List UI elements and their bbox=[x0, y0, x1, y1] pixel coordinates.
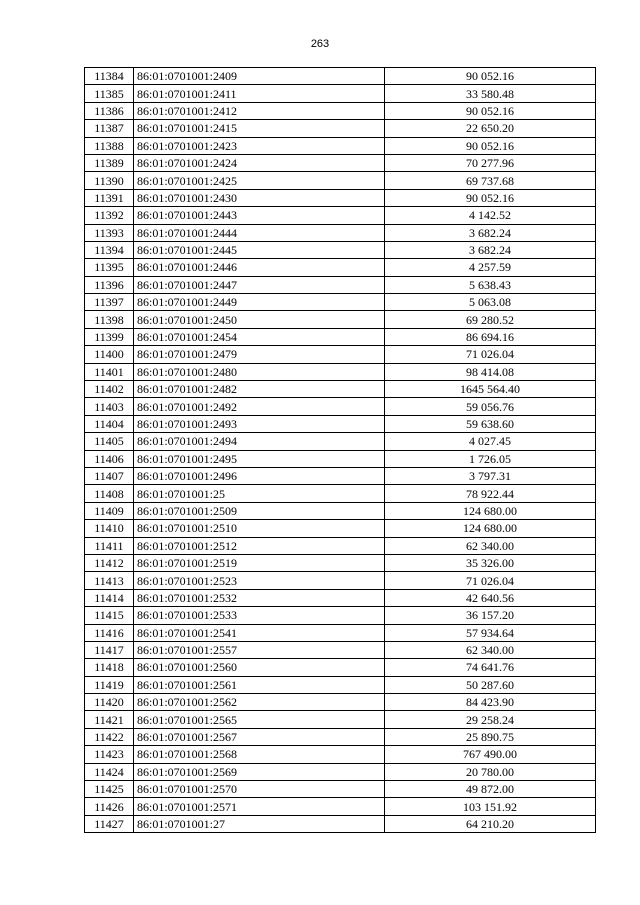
table-row bbox=[85, 294, 596, 311]
value-cell: 70 277.96 bbox=[385, 154, 596, 171]
value-cell: 33 580.48 bbox=[385, 85, 596, 102]
table-row bbox=[85, 189, 596, 206]
row-number-cell: 11423 bbox=[85, 746, 134, 763]
cadastral-number-cell: 86:01:0701001:25 bbox=[134, 485, 385, 502]
table-row bbox=[85, 485, 596, 502]
row-number-cell: 11417 bbox=[85, 641, 134, 658]
value-cell: 5 638.43 bbox=[385, 276, 596, 293]
table-row bbox=[85, 763, 596, 780]
row-number-cell: 11400 bbox=[85, 346, 134, 363]
row-number-cell: 11391 bbox=[85, 189, 134, 206]
row-number-cell: 11406 bbox=[85, 450, 134, 467]
value-cell: 86 694.16 bbox=[385, 328, 596, 345]
value-cell: 4 027.45 bbox=[385, 433, 596, 450]
table-row bbox=[85, 137, 596, 154]
cadastral-number-cell: 86:01:0701001:2569 bbox=[134, 763, 385, 780]
value-cell: 74 641.76 bbox=[385, 659, 596, 676]
table-row bbox=[85, 676, 596, 693]
cadastral-number-cell: 86:01:0701001:2482 bbox=[134, 381, 385, 398]
value-cell: 3 797.31 bbox=[385, 467, 596, 484]
cadastral-number-cell: 86:01:0701001:2454 bbox=[134, 328, 385, 345]
cadastral-number-cell: 86:01:0701001:2568 bbox=[134, 746, 385, 763]
row-number-cell: 11424 bbox=[85, 763, 134, 780]
table-row bbox=[85, 433, 596, 450]
data-table bbox=[84, 67, 596, 833]
cadastral-number-cell: 86:01:0701001:2510 bbox=[134, 520, 385, 537]
cadastral-number-cell: 86:01:0701001:2423 bbox=[134, 137, 385, 154]
table-row bbox=[85, 728, 596, 745]
table-row bbox=[85, 624, 596, 641]
cadastral-number-cell: 86:01:0701001:2565 bbox=[134, 711, 385, 728]
row-number-cell: 11405 bbox=[85, 433, 134, 450]
table-row bbox=[85, 520, 596, 537]
table-row bbox=[85, 276, 596, 293]
row-number-cell: 11397 bbox=[85, 294, 134, 311]
row-number-cell: 11404 bbox=[85, 415, 134, 432]
row-number-cell: 11402 bbox=[85, 381, 134, 398]
value-cell: 1645 564.40 bbox=[385, 381, 596, 398]
table-row bbox=[85, 311, 596, 328]
value-cell: 3 682.24 bbox=[385, 241, 596, 258]
table-row bbox=[85, 241, 596, 258]
cadastral-number-cell: 86:01:0701001:2557 bbox=[134, 641, 385, 658]
row-number-cell: 11408 bbox=[85, 485, 134, 502]
table-row bbox=[85, 641, 596, 658]
cadastral-number-cell: 86:01:0701001:2409 bbox=[134, 68, 385, 85]
row-number-cell: 11389 bbox=[85, 154, 134, 171]
row-number-cell: 11387 bbox=[85, 120, 134, 137]
value-cell: 69 737.68 bbox=[385, 172, 596, 189]
row-number-cell: 11409 bbox=[85, 502, 134, 519]
table-row bbox=[85, 450, 596, 467]
table-row bbox=[85, 224, 596, 241]
row-number-cell: 11407 bbox=[85, 467, 134, 484]
row-number-cell: 11414 bbox=[85, 589, 134, 606]
table-row bbox=[85, 537, 596, 554]
row-number-cell: 11390 bbox=[85, 172, 134, 189]
table-row bbox=[85, 572, 596, 589]
row-number-cell: 11421 bbox=[85, 711, 134, 728]
cadastral-number-cell: 86:01:0701001:2443 bbox=[134, 207, 385, 224]
table-row bbox=[85, 659, 596, 676]
table-row bbox=[85, 346, 596, 363]
value-cell: 50 287.60 bbox=[385, 676, 596, 693]
row-number-cell: 11415 bbox=[85, 607, 134, 624]
value-cell: 4 257.59 bbox=[385, 259, 596, 276]
cadastral-number-cell: 86:01:0701001:2492 bbox=[134, 398, 385, 415]
value-cell: 62 340.00 bbox=[385, 641, 596, 658]
row-number-cell: 11395 bbox=[85, 259, 134, 276]
row-number-cell: 11413 bbox=[85, 572, 134, 589]
value-cell: 90 052.16 bbox=[385, 68, 596, 85]
table-row bbox=[85, 85, 596, 102]
value-cell: 25 890.75 bbox=[385, 728, 596, 745]
table-body bbox=[85, 68, 596, 833]
row-number-cell: 11416 bbox=[85, 624, 134, 641]
table-row bbox=[85, 68, 596, 85]
cadastral-number-cell: 86:01:0701001:2512 bbox=[134, 537, 385, 554]
value-cell: 103 151.92 bbox=[385, 798, 596, 815]
table-row bbox=[85, 398, 596, 415]
value-cell: 42 640.56 bbox=[385, 589, 596, 606]
value-cell: 90 052.16 bbox=[385, 102, 596, 119]
row-number-cell: 11422 bbox=[85, 728, 134, 745]
row-number-cell: 11401 bbox=[85, 363, 134, 380]
row-number-cell: 11403 bbox=[85, 398, 134, 415]
row-number-cell: 11425 bbox=[85, 781, 134, 798]
table-row bbox=[85, 554, 596, 571]
cadastral-number-cell: 86:01:0701001:2449 bbox=[134, 294, 385, 311]
row-number-cell: 11418 bbox=[85, 659, 134, 676]
row-number-cell: 11388 bbox=[85, 137, 134, 154]
value-cell: 98 414.08 bbox=[385, 363, 596, 380]
table-row bbox=[85, 815, 596, 832]
cadastral-number-cell: 86:01:0701001:2532 bbox=[134, 589, 385, 606]
cadastral-number-cell: 86:01:0701001:2523 bbox=[134, 572, 385, 589]
cadastral-number-cell: 86:01:0701001:2445 bbox=[134, 241, 385, 258]
row-number-cell: 11398 bbox=[85, 311, 134, 328]
table-row bbox=[85, 328, 596, 345]
cadastral-number-cell: 86:01:0701001:2450 bbox=[134, 311, 385, 328]
cadastral-number-cell: 86:01:0701001:2567 bbox=[134, 728, 385, 745]
cadastral-number-cell: 86:01:0701001:2570 bbox=[134, 781, 385, 798]
table-row bbox=[85, 259, 596, 276]
cadastral-number-cell: 86:01:0701001:2425 bbox=[134, 172, 385, 189]
cadastral-number-cell: 86:01:0701001:2495 bbox=[134, 450, 385, 467]
cadastral-number-cell: 86:01:0701001:2447 bbox=[134, 276, 385, 293]
cadastral-number-cell: 86:01:0701001:2533 bbox=[134, 607, 385, 624]
cadastral-number-cell: 86:01:0701001:2415 bbox=[134, 120, 385, 137]
table-row bbox=[85, 381, 596, 398]
value-cell: 29 258.24 bbox=[385, 711, 596, 728]
cadastral-number-cell: 86:01:0701001:2424 bbox=[134, 154, 385, 171]
table-row bbox=[85, 798, 596, 815]
value-cell: 22 650.20 bbox=[385, 120, 596, 137]
table-row bbox=[85, 502, 596, 519]
cadastral-number-cell: 86:01:0701001:2480 bbox=[134, 363, 385, 380]
value-cell: 3 682.24 bbox=[385, 224, 596, 241]
table-row bbox=[85, 207, 596, 224]
value-cell: 36 157.20 bbox=[385, 607, 596, 624]
row-number-cell: 11420 bbox=[85, 694, 134, 711]
cadastral-number-cell: 86:01:0701001:2430 bbox=[134, 189, 385, 206]
value-cell: 59 056.76 bbox=[385, 398, 596, 415]
value-cell: 4 142.52 bbox=[385, 207, 596, 224]
table-row bbox=[85, 711, 596, 728]
table-row bbox=[85, 694, 596, 711]
value-cell: 59 638.60 bbox=[385, 415, 596, 432]
cadastral-number-cell: 86:01:0701001:2561 bbox=[134, 676, 385, 693]
table-row bbox=[85, 120, 596, 137]
row-number-cell: 11393 bbox=[85, 224, 134, 241]
cadastral-number-cell: 86:01:0701001:2494 bbox=[134, 433, 385, 450]
value-cell: 71 026.04 bbox=[385, 346, 596, 363]
table-row bbox=[85, 746, 596, 763]
value-cell: 69 280.52 bbox=[385, 311, 596, 328]
row-number-cell: 11399 bbox=[85, 328, 134, 345]
value-cell: 78 922.44 bbox=[385, 485, 596, 502]
value-cell: 20 780.00 bbox=[385, 763, 596, 780]
cadastral-number-cell: 86:01:0701001:2541 bbox=[134, 624, 385, 641]
row-number-cell: 11392 bbox=[85, 207, 134, 224]
row-number-cell: 11384 bbox=[85, 68, 134, 85]
value-cell: 84 423.90 bbox=[385, 694, 596, 711]
row-number-cell: 11385 bbox=[85, 85, 134, 102]
row-number-cell: 11412 bbox=[85, 554, 134, 571]
page-number: 263 bbox=[310, 38, 330, 50]
value-cell: 90 052.16 bbox=[385, 189, 596, 206]
cadastral-number-cell: 86:01:0701001:2560 bbox=[134, 659, 385, 676]
value-cell: 124 680.00 bbox=[385, 502, 596, 519]
cadastral-number-cell: 86:01:0701001:2446 bbox=[134, 259, 385, 276]
row-number-cell: 11411 bbox=[85, 537, 134, 554]
row-number-cell: 11410 bbox=[85, 520, 134, 537]
row-number-cell: 11426 bbox=[85, 798, 134, 815]
table-row bbox=[85, 415, 596, 432]
cadastral-number-cell: 86:01:0701001:2571 bbox=[134, 798, 385, 815]
cadastral-number-cell: 86:01:0701001:2412 bbox=[134, 102, 385, 119]
table-row bbox=[85, 363, 596, 380]
cadastral-number-cell: 86:01:0701001:2493 bbox=[134, 415, 385, 432]
value-cell: 767 490.00 bbox=[385, 746, 596, 763]
table-row bbox=[85, 607, 596, 624]
value-cell: 64 210.20 bbox=[385, 815, 596, 832]
row-number-cell: 11386 bbox=[85, 102, 134, 119]
cadastral-number-cell: 86:01:0701001:2562 bbox=[134, 694, 385, 711]
row-number-cell: 11394 bbox=[85, 241, 134, 258]
value-cell: 5 063.08 bbox=[385, 294, 596, 311]
table-row bbox=[85, 172, 596, 189]
row-number-cell: 11396 bbox=[85, 276, 134, 293]
cadastral-number-cell: 86:01:0701001:2479 bbox=[134, 346, 385, 363]
cadastral-number-cell: 86:01:0701001:2411 bbox=[134, 85, 385, 102]
table-row bbox=[85, 781, 596, 798]
value-cell: 124 680.00 bbox=[385, 520, 596, 537]
row-number-cell: 11419 bbox=[85, 676, 134, 693]
cadastral-number-cell: 86:01:0701001:2444 bbox=[134, 224, 385, 241]
row-number-cell: 11427 bbox=[85, 815, 134, 832]
value-cell: 62 340.00 bbox=[385, 537, 596, 554]
value-cell: 49 872.00 bbox=[385, 781, 596, 798]
table-row bbox=[85, 102, 596, 119]
value-cell: 35 326.00 bbox=[385, 554, 596, 571]
cadastral-number-cell: 86:01:0701001:2496 bbox=[134, 467, 385, 484]
table-row bbox=[85, 589, 596, 606]
table-row bbox=[85, 154, 596, 171]
value-cell: 1 726.05 bbox=[385, 450, 596, 467]
table-row bbox=[85, 467, 596, 484]
value-cell: 90 052.16 bbox=[385, 137, 596, 154]
cadastral-number-cell: 86:01:0701001:2519 bbox=[134, 554, 385, 571]
value-cell: 57 934.64 bbox=[385, 624, 596, 641]
value-cell: 71 026.04 bbox=[385, 572, 596, 589]
cadastral-number-cell: 86:01:0701001:2509 bbox=[134, 502, 385, 519]
cadastral-number-cell: 86:01:0701001:27 bbox=[134, 815, 385, 832]
